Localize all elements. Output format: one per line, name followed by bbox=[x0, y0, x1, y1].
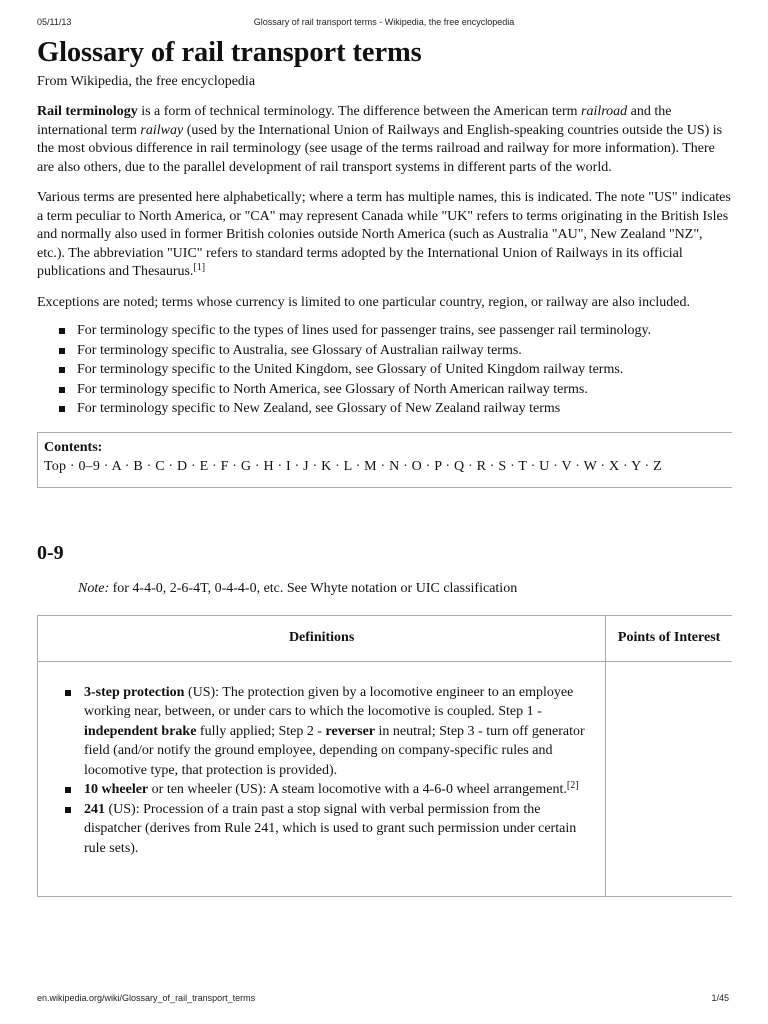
points-of-interest-cell bbox=[606, 661, 732, 896]
list-item bbox=[65, 683, 590, 781]
toc-link[interactable]: 0–9 bbox=[78, 458, 101, 474]
toc-link[interactable]: K bbox=[321, 458, 332, 474]
toc-separator: · bbox=[351, 458, 365, 474]
toc-separator: · bbox=[121, 458, 134, 474]
toc-link[interactable]: I bbox=[286, 458, 291, 474]
note-text: for 4-4-0, 2-6-4T, 0-4-4-0, etc. See Whyte notation or UIC classification bbox=[109, 580, 518, 596]
toc-separator: · bbox=[66, 458, 79, 474]
toc-link[interactable]: H bbox=[263, 458, 274, 474]
toc-link[interactable]: W bbox=[583, 458, 597, 474]
toc-link[interactable]: O bbox=[411, 458, 422, 474]
term-railway: railway bbox=[140, 122, 184, 138]
toc-link[interactable]: Z bbox=[653, 458, 662, 474]
toc-separator: · bbox=[571, 458, 584, 474]
intro-term: Rail terminology bbox=[37, 104, 138, 119]
intro-paragraph bbox=[37, 103, 732, 177]
page-counter: 1/45 bbox=[711, 993, 729, 1003]
toc-link[interactable]: V bbox=[561, 458, 572, 474]
toc-link[interactable]: B bbox=[133, 458, 143, 474]
print-date: 05/11/13 bbox=[37, 17, 72, 27]
toc-separator: · bbox=[549, 458, 562, 474]
toc-separator: · bbox=[331, 458, 344, 474]
toc-link[interactable]: N bbox=[389, 458, 400, 474]
toc-separator: · bbox=[142, 458, 156, 474]
entry-term: 241 bbox=[84, 801, 105, 817]
toc-link[interactable]: E bbox=[199, 458, 209, 474]
toc-link[interactable]: F bbox=[220, 458, 229, 474]
intro-text-1: is a form of technical terminology. The difference between the American term bbox=[137, 104, 582, 119]
list-item bbox=[65, 780, 590, 800]
column-header-definitions: Definitions bbox=[38, 615, 606, 661]
toc-separator: · bbox=[376, 458, 390, 474]
see-also-list bbox=[37, 321, 732, 419]
toc-link[interactable]: G bbox=[240, 458, 252, 474]
see-also-item[interactable]: For terminology specific to the United Kingdom, see Glossary of United Kingdom railway terms. bbox=[59, 360, 732, 380]
section-heading: 0-9 bbox=[37, 541, 64, 564]
toc-separator: · bbox=[187, 458, 200, 474]
entry-text: or ten wheeler (US): A steam locomotive with a 4-6-0 wheel arrangement. bbox=[148, 782, 567, 797]
toc-separator: · bbox=[290, 458, 304, 474]
toc-link[interactable]: M bbox=[364, 458, 377, 474]
toc-link[interactable]: Top bbox=[44, 458, 67, 474]
print-header bbox=[37, 17, 731, 29]
entry-term: 3-step protection bbox=[84, 684, 185, 700]
see-also-item[interactable]: For terminology specific to New Zealand, see Glossary of New Zealand railway terms bbox=[59, 399, 732, 419]
toc-separator: · bbox=[308, 458, 322, 474]
toc-separator: · bbox=[228, 458, 241, 474]
entry-text: in neutral; Step 3 - turn off generator field (and/or notify the ground employee, depending on company-specific rules and locomotive type, that protection is provided). bbox=[84, 723, 585, 778]
glossary-table bbox=[37, 615, 732, 897]
toc-title: Contents: bbox=[44, 439, 103, 455]
entry-bold-term: independent brake bbox=[84, 723, 197, 739]
definitions-list bbox=[39, 683, 590, 859]
terms-paragraph-text: Various terms are presented here alphabetically; where a term has multiple names, this is indicated. The note "US" indicates a term peculiar to North America, or "CA" may represent Canada while "UK" refers to terms originating in the British Isles and normally also used in former British colonies outside North America (such as Australia "AU", New Zealand "NZ", etc.). The abbreviation "UIC" refers to standard terms adopted by the International Union of Railways in its official publications and Thesaurus. bbox=[37, 190, 731, 279]
toc-link[interactable]: Q bbox=[453, 458, 465, 474]
page-title: Glossary of rail transport terms bbox=[37, 37, 422, 68]
toc-links bbox=[44, 457, 732, 477]
exceptions-paragraph: Exceptions are noted; terms whose currency is limited to one particular country, region, or railway are also included. bbox=[37, 294, 690, 310]
toc-separator: · bbox=[251, 458, 264, 474]
toc-separator: · bbox=[596, 458, 609, 474]
toc-separator: · bbox=[164, 458, 177, 474]
entry-text: (US): Procession of a train past a stop signal with verbal permission from the dispatcher (derives from Rule 241, which is used to grant such permission under certain rule sets). bbox=[84, 801, 577, 856]
toc-link[interactable]: A bbox=[111, 458, 122, 474]
toc-separator: · bbox=[640, 458, 654, 474]
entry-text: (US): The protection given by a locomotive engineer to an employee working near, between, or under cars to which the locomotive is coupled. Step 1 - bbox=[84, 684, 574, 719]
toc-separator: · bbox=[273, 458, 287, 474]
see-also-item[interactable]: For terminology specific to the types of lines used for passenger trains, see passenger rail terminology. bbox=[59, 321, 732, 341]
entry-text: fully applied; Step 2 - bbox=[196, 723, 326, 739]
entry-bold-term: reverser bbox=[325, 723, 375, 739]
toc-link[interactable]: L bbox=[343, 458, 352, 474]
toc-link[interactable]: J bbox=[303, 458, 309, 474]
intro-text-2: and the international term bbox=[37, 104, 672, 138]
toc-link[interactable]: D bbox=[177, 458, 188, 474]
see-also-item[interactable]: For terminology specific to Australia, see Glossary of Australian railway terms. bbox=[59, 341, 732, 361]
toc-link[interactable]: P bbox=[434, 458, 442, 474]
toc-link[interactable]: R bbox=[476, 458, 487, 474]
see-also-item[interactable]: For terminology specific to North America, see Glossary of North American railway terms. bbox=[59, 380, 732, 400]
toc-separator: · bbox=[399, 458, 412, 474]
toc-link[interactable]: C bbox=[155, 458, 165, 474]
note-label: Note: bbox=[78, 580, 110, 596]
toc-link[interactable]: X bbox=[609, 458, 620, 474]
toc-separator: · bbox=[619, 458, 632, 474]
toc-separator: · bbox=[464, 458, 477, 474]
column-header-points-of-interest: Points of Interest bbox=[606, 615, 732, 661]
table-header-row bbox=[38, 615, 733, 661]
toc-link[interactable]: S bbox=[498, 458, 507, 474]
toc-link[interactable]: T bbox=[518, 458, 527, 474]
reference-1[interactable]: [1] bbox=[193, 262, 206, 273]
print-url: en.wikipedia.org/wiki/Glossary_of_rail_transport_terms bbox=[37, 993, 256, 1003]
print-footer bbox=[37, 993, 731, 1005]
table-of-contents bbox=[37, 432, 732, 488]
toc-separator: · bbox=[441, 458, 454, 474]
entry-term: 10 wheeler bbox=[84, 782, 149, 797]
article-subtitle: From Wikipedia, the free encyclopedia bbox=[37, 74, 256, 89]
toc-link[interactable]: U bbox=[539, 458, 550, 474]
term-railroad: railroad bbox=[581, 104, 628, 119]
toc-separator: · bbox=[486, 458, 499, 474]
table-row bbox=[38, 661, 733, 896]
article-content bbox=[37, 36, 732, 897]
print-page-title: Glossary of rail transport terms - Wikipedia, the free encyclopedia bbox=[253, 17, 515, 27]
intro-text-3: (used by the International Union of Railways and English-speaking countries outside the US) is the most obvious difference in rail terminology (see usage of the terms railroad and railway for more information). There are also others, due to the parallel development of rail transport systems in different parts of the world. bbox=[37, 122, 723, 175]
reference-2[interactable]: [2] bbox=[566, 780, 579, 791]
toc-separator: · bbox=[526, 458, 540, 474]
list-item bbox=[65, 800, 590, 859]
section-note bbox=[37, 580, 732, 598]
terms-paragraph bbox=[37, 189, 732, 282]
toc-separator: · bbox=[506, 458, 519, 474]
toc-separator: · bbox=[421, 458, 435, 474]
toc-link[interactable]: Y bbox=[631, 458, 641, 474]
toc-separator: · bbox=[100, 458, 112, 474]
toc-separator: · bbox=[208, 458, 221, 474]
definitions-cell bbox=[38, 661, 606, 896]
